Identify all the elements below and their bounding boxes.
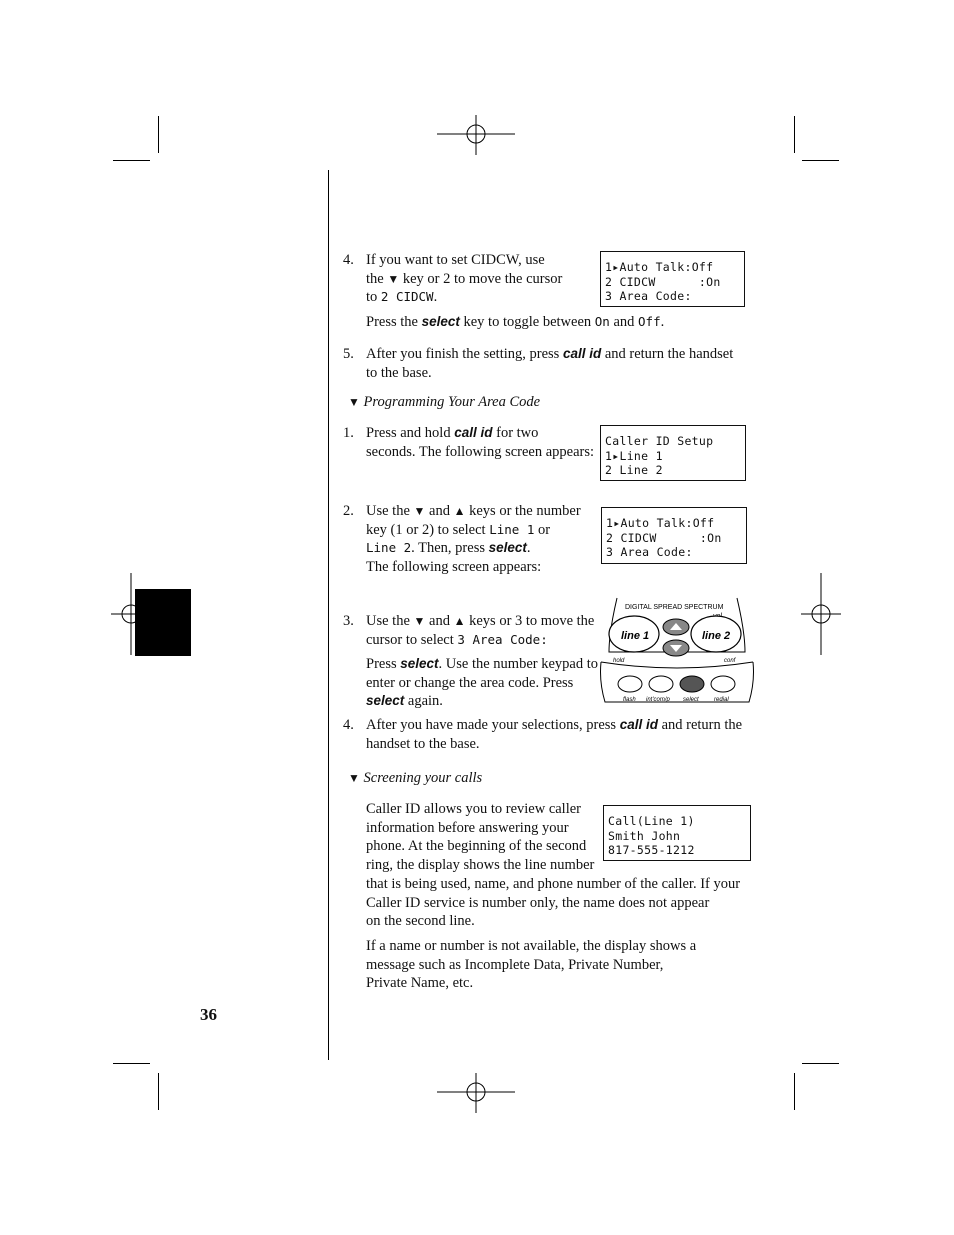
crop-mark (802, 1063, 839, 1064)
down-triangle-icon: ▼ (348, 771, 360, 785)
lcd-line: Smith John (608, 828, 681, 843)
lcd-line: 1▸Auto Talk:Off (606, 516, 715, 530)
call-id-key-label: call id (619, 717, 658, 732)
text: keys or the number (469, 503, 581, 519)
step-number: 4. (343, 252, 354, 268)
text: keys or 3 to move the (469, 613, 595, 629)
page-rule (328, 170, 329, 1060)
up-triangle-icon: ▲ (453, 614, 466, 628)
step-number: 1. (343, 425, 354, 441)
step-line (366, 270, 596, 289)
lcd-screen (601, 507, 747, 564)
call-id-key-label: call id (562, 346, 602, 361)
text: . Then, press (411, 540, 485, 557)
page-number: 36 (200, 1005, 217, 1024)
lcd-text: Auto Talk:Off (619, 260, 714, 274)
step-text (366, 716, 766, 753)
text-line: phone. At the beginning of the second (366, 838, 587, 855)
down-triangle-icon: ▼ (413, 614, 426, 628)
step-line (366, 521, 598, 540)
step-line (366, 502, 598, 521)
step-line (366, 539, 598, 558)
text: Use the (366, 503, 410, 519)
step-number: 2. (343, 503, 354, 519)
text: again. (407, 693, 443, 710)
intercom-label: int'com/p (646, 697, 670, 703)
right-arrow-cursor-icon: ▸ (612, 448, 620, 463)
right-arrow-cursor-icon: ▸ (613, 516, 621, 530)
text-line: on the second line. (366, 913, 475, 930)
heading-text: Screening your calls (363, 770, 483, 786)
text: Press (366, 656, 397, 672)
text: . (660, 314, 665, 330)
lcd-line: 2 CIDCW :On (605, 274, 721, 289)
lcd-line: 2 Line 2 (605, 463, 663, 477)
text: After you have made your selections, press (366, 717, 617, 733)
step-text (366, 424, 596, 461)
display-text: Line 1 (489, 521, 535, 537)
step-text (366, 612, 606, 649)
step-text (366, 502, 598, 577)
registration-mark-icon (437, 1073, 515, 1113)
text-line: Caller ID service is number only, the name does not appear (366, 894, 710, 911)
section-heading (348, 393, 540, 412)
redial-label: redial (714, 697, 729, 703)
step-line: to the base. (366, 364, 432, 381)
step-line (366, 612, 606, 631)
text: . (433, 289, 438, 306)
select-key-label: select (488, 540, 527, 556)
display-text: Line 2 (366, 540, 412, 556)
step-line: The following screen appears: (366, 559, 542, 576)
redial-button (711, 676, 735, 692)
hold-label: hold (613, 658, 625, 664)
text-line: information before answering your (366, 819, 569, 836)
text-line: message such as Incomplete Data, Private Number, (366, 956, 664, 973)
lcd-text: Auto Talk:Off (620, 516, 715, 530)
text: and return the (661, 717, 743, 733)
line-1-label: line 1 (621, 630, 650, 642)
select-key-label: select (366, 693, 405, 709)
brand-label: DIGITAL SPREAD SPECTRUM (625, 604, 724, 611)
text-line: Caller ID allows you to review caller (366, 801, 582, 817)
call-id-key-label: call id (454, 425, 493, 440)
step-text (366, 251, 596, 307)
text: key (1 or 2) to select (366, 521, 486, 538)
lcd-line: 3 Area Code: (605, 289, 692, 303)
display-text: On (594, 314, 610, 329)
step-number: 3. (343, 613, 354, 629)
down-triangle-icon: ▼ (348, 395, 360, 409)
text: and (429, 503, 450, 519)
body-paragraph (366, 937, 766, 993)
step-text (366, 345, 756, 382)
crop-mark (794, 116, 795, 153)
lcd-line: 1▸Line 1 (605, 448, 663, 463)
lcd-line: 2 CIDCW :On (606, 530, 722, 545)
conf-label: conf (724, 658, 736, 664)
crop-mark (794, 1073, 795, 1110)
step-text (366, 313, 766, 332)
text-line: Private Name, etc. (366, 975, 474, 992)
lcd-screen (603, 805, 751, 861)
text: and return the handset (604, 346, 734, 362)
lcd-text: Line 1 (619, 448, 663, 463)
step-line (366, 345, 756, 364)
intercom-button (649, 676, 673, 692)
text: Press and hold (366, 425, 451, 441)
text: . Use the number keypad to (438, 656, 598, 672)
flash-label: flash (623, 697, 636, 703)
step-line: seconds. The following screen appears: (366, 443, 595, 460)
text: or (538, 521, 551, 538)
step-line (366, 424, 596, 443)
lcd-line: 3 Area Code: (606, 545, 693, 559)
step-line (366, 692, 606, 711)
select-key-label: select (421, 314, 460, 329)
step-line (366, 631, 606, 650)
section-heading (348, 769, 482, 788)
down-triangle-icon: ▼ (387, 271, 400, 286)
crop-mark (158, 1073, 159, 1110)
text: and (613, 314, 635, 330)
text: the (366, 270, 384, 287)
up-triangle-icon: ▲ (453, 504, 466, 518)
crop-mark (113, 160, 150, 161)
heading-text: Programming Your Area Code (363, 394, 541, 410)
step-number: 4. (343, 717, 354, 733)
text: key to toggle between (463, 314, 592, 330)
registration-mark-icon (801, 573, 841, 655)
text: Press the (366, 314, 418, 330)
text-line: If a name or number is not available, the display shows a (366, 938, 697, 954)
text: Use the (366, 613, 410, 629)
lcd-line: 817-555-1212 (608, 843, 695, 857)
display-text: 2 CIDCW (380, 289, 434, 305)
step-line (366, 288, 596, 307)
display-text: Off (638, 314, 661, 329)
line-2-label: line 2 (702, 630, 731, 642)
flash-button (618, 676, 642, 692)
step-text (366, 655, 606, 711)
right-arrow-cursor-icon: ▸ (612, 260, 620, 274)
text-line: that is being used, name, and phone number of the caller. If your (366, 875, 741, 892)
lcd-line: Caller ID Setup (605, 434, 714, 448)
text: and (429, 613, 450, 629)
lcd-line: Call(Line 1) (608, 814, 695, 828)
crop-mark (802, 160, 839, 161)
text: key or 2 to move the cursor (402, 270, 563, 287)
step-line (366, 655, 606, 674)
lcd-line: 1▸Auto Talk:Off (605, 260, 714, 274)
select-label: select (683, 697, 699, 703)
step-line: enter or change the area code. Press (366, 674, 574, 691)
text: After you finish the setting, press (366, 346, 560, 362)
crop-mark (113, 1063, 150, 1064)
registration-mark-icon (437, 115, 515, 155)
lcd-screen (600, 425, 746, 481)
step-line (366, 716, 766, 735)
select-button (680, 676, 704, 692)
text: cursor to select (366, 631, 454, 648)
handset-keypad-illustration (599, 592, 755, 708)
down-triangle-icon: ▼ (413, 504, 426, 518)
text: to (366, 289, 378, 306)
text: for two (496, 425, 539, 441)
select-key-label: select (400, 656, 439, 671)
crop-mark (158, 116, 159, 153)
display-text: 3 Area Code: (457, 631, 548, 647)
text-line: ring, the display shows the line number (366, 857, 595, 874)
step-number: 5. (343, 346, 354, 362)
step-line: handset to the base. (366, 735, 480, 752)
section-tab (135, 589, 191, 656)
text: . (526, 540, 531, 557)
lcd-screen (600, 251, 745, 307)
step-line: If you want to set CIDCW, use (366, 252, 545, 268)
